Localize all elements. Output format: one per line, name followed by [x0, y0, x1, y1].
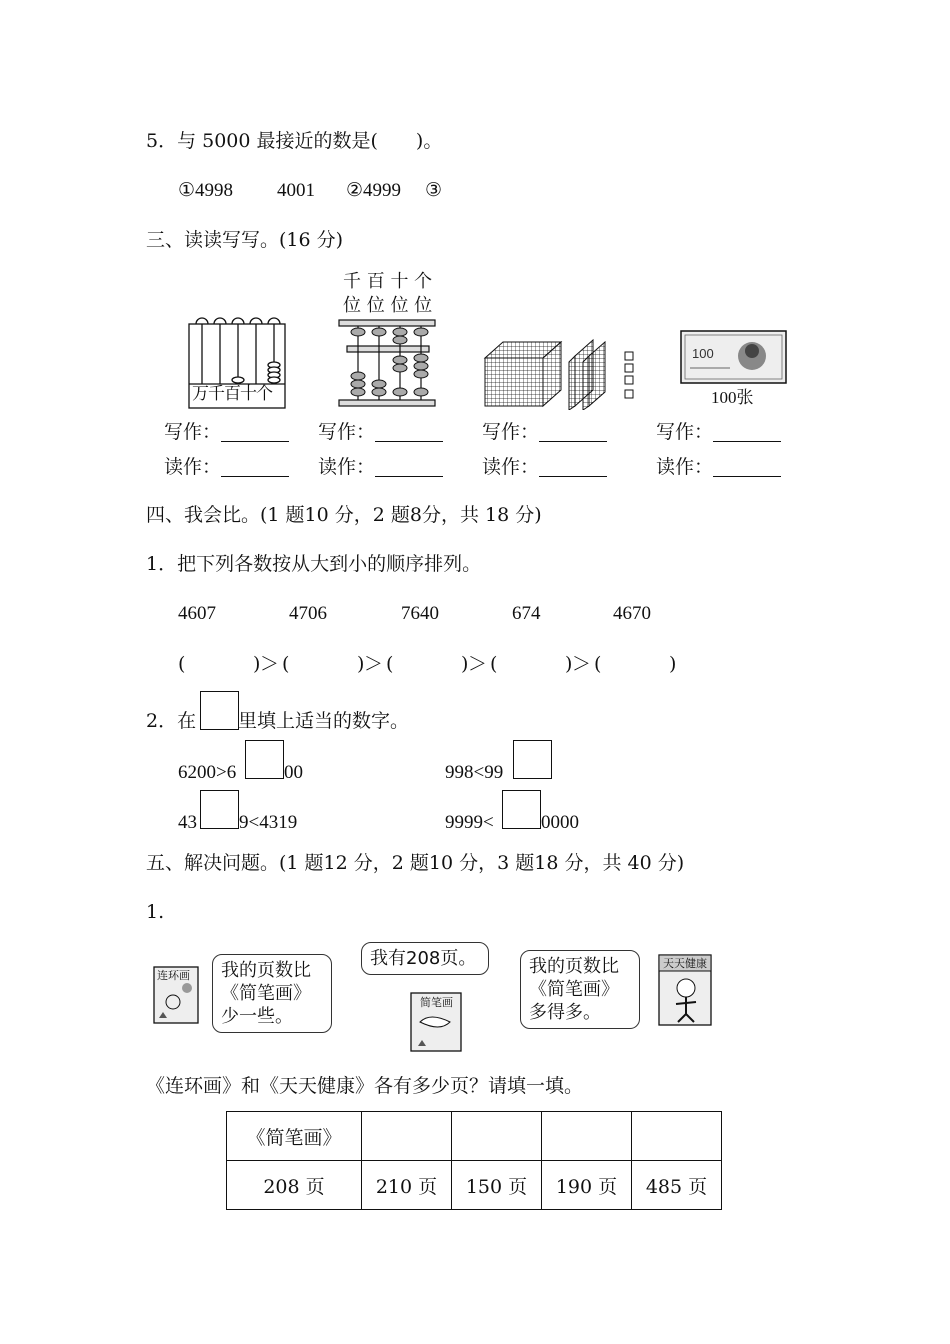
order-close-2: ) — [357, 653, 365, 675]
greater-than-2: ＞ — [364, 653, 384, 675]
table-row — [227, 1161, 722, 1210]
section4-q2-prefix: 2．在 — [146, 710, 197, 732]
order-open-5: ( — [594, 653, 602, 675]
speech-bubble-right — [520, 950, 640, 1029]
greater-than-3: ＞ — [468, 653, 488, 675]
write-label: 写作： — [164, 421, 222, 443]
write-row-2 — [318, 423, 443, 442]
read-blank[interactable] — [375, 458, 443, 477]
number-2: 4706 — [289, 603, 327, 624]
section4-title: 四、我会比。(1 题10 分，2 题8分，共 18 分) — [146, 504, 542, 526]
table-cell[interactable] — [362, 1112, 452, 1161]
section4-q1: 1．把下列各数按从大到小的顺序排列。 — [146, 553, 482, 575]
order-close-5: ) — [669, 653, 677, 675]
table-cell: 《简笔画》 — [227, 1112, 362, 1161]
write-blank[interactable] — [221, 423, 289, 442]
read-row-2 — [318, 458, 443, 477]
table-cell: 150 页 — [452, 1161, 542, 1210]
answer-box-c[interactable] — [200, 790, 239, 829]
base-ten-blocks-figure — [483, 338, 643, 410]
place-header-top: 千 百 十 个 — [343, 271, 433, 292]
greater-than-1: ＞ — [260, 653, 280, 675]
q5-option-1: ①4998 — [178, 180, 234, 201]
bubble-left-line-1: 我的页数比 — [221, 960, 311, 981]
q5-option-2: 4001 — [277, 180, 315, 201]
bubble-right-line-1: 我的页数比 — [529, 956, 619, 977]
compare-b-left: 998<99 — [445, 762, 504, 783]
read-blank[interactable] — [539, 458, 607, 477]
read-blank[interactable] — [221, 458, 289, 477]
bubble-left-line-3: 少一些。 — [221, 1006, 293, 1027]
compare-a-left: 6200>6 — [178, 762, 237, 783]
q5-question: 5．与 5000 最接近的数是( )。 — [146, 130, 443, 152]
bubble-right-line-2: 《简笔画》 — [529, 979, 619, 1000]
read-row-4 — [656, 458, 781, 477]
read-label: 读作： — [318, 456, 376, 478]
health-book-title: 天天健康 — [663, 957, 707, 970]
number-4: 674 — [512, 603, 541, 624]
bubble-right-line-3: 多得多。 — [529, 1002, 601, 1023]
table-cell: 190 页 — [542, 1161, 632, 1210]
table-cell[interactable] — [452, 1112, 542, 1161]
q5-option-4: ③ — [425, 180, 443, 201]
section4-q2-suffix: 里填上适当的数字。 — [238, 710, 410, 732]
table-cell: 210 页 — [362, 1161, 452, 1210]
bubble-middle-text: 我有208页。 — [370, 948, 477, 969]
abacus-place-labels: 万千百十个 — [192, 384, 272, 404]
table-cell: 485 页 — [632, 1161, 722, 1210]
section5-q1: 1. — [146, 901, 165, 923]
table-row — [227, 1112, 722, 1161]
q5-option-3: ②4999 — [346, 180, 402, 201]
compare-d-left: 9999< — [445, 812, 494, 833]
sketch-book-title: 简笔画 — [420, 996, 453, 1009]
write-blank[interactable] — [375, 423, 443, 442]
write-row-3 — [482, 423, 607, 442]
order-open-3: ( — [386, 653, 394, 675]
read-row-1 — [164, 458, 289, 477]
compare-a-right: 00 — [284, 762, 303, 783]
comic-book-title: 连环画 — [157, 969, 190, 982]
compare-c-right: 9<4319 — [239, 812, 298, 833]
order-open-4: ( — [490, 653, 498, 675]
answer-box-d[interactable] — [502, 790, 541, 829]
number-1: 4607 — [178, 603, 216, 624]
write-row-4 — [656, 423, 781, 442]
table-cell: 208 页 — [227, 1161, 362, 1210]
counting-frame-figure — [337, 318, 437, 408]
write-blank[interactable] — [713, 423, 781, 442]
place-header-bottom: 位 位 位 位 — [343, 295, 433, 316]
number-5: 4670 — [613, 603, 651, 624]
section5-title: 五、解决问题。(1 题12 分，2 题10 分，3 题18 分，共 40 分) — [146, 852, 685, 874]
read-row-3 — [482, 458, 607, 477]
svg-text:100: 100 — [692, 346, 714, 361]
write-row-1 — [164, 423, 289, 442]
order-close-1: ) — [253, 653, 261, 675]
speech-bubble-left — [212, 954, 332, 1033]
bubble-left-line-2: 《简笔画》 — [221, 983, 311, 1004]
banknote-count: 100张 — [711, 388, 754, 407]
order-open-2: ( — [282, 653, 290, 675]
order-open-1: ( — [178, 653, 186, 675]
speech-bubble-middle — [361, 942, 489, 975]
compare-d-right: 0000 — [541, 812, 579, 833]
read-label: 读作： — [164, 456, 222, 478]
table-cell[interactable] — [632, 1112, 722, 1161]
order-close-3: ) — [461, 653, 469, 675]
section5-prompt: 《连环画》和《天天健康》各有多少页？请填一填。 — [146, 1075, 584, 1097]
greater-than-4: ＞ — [572, 653, 592, 675]
number-3: 7640 — [401, 603, 439, 624]
read-label: 读作： — [656, 456, 714, 478]
order-close-4: ) — [565, 653, 573, 675]
answer-box-b[interactable] — [513, 740, 552, 779]
answer-box-a[interactable] — [245, 740, 284, 779]
section3-title: 三、读读写写。(16 分) — [146, 229, 344, 251]
read-label: 读作： — [482, 456, 540, 478]
write-label: 写作： — [482, 421, 540, 443]
write-label: 写作： — [656, 421, 714, 443]
banknote-figure — [680, 330, 787, 384]
table-cell[interactable] — [542, 1112, 632, 1161]
page-count-table — [226, 1111, 722, 1210]
example-box — [200, 691, 239, 730]
read-blank[interactable] — [713, 458, 781, 477]
compare-c-left: 43 — [178, 812, 197, 833]
write-blank[interactable] — [539, 423, 607, 442]
write-label: 写作： — [318, 421, 376, 443]
